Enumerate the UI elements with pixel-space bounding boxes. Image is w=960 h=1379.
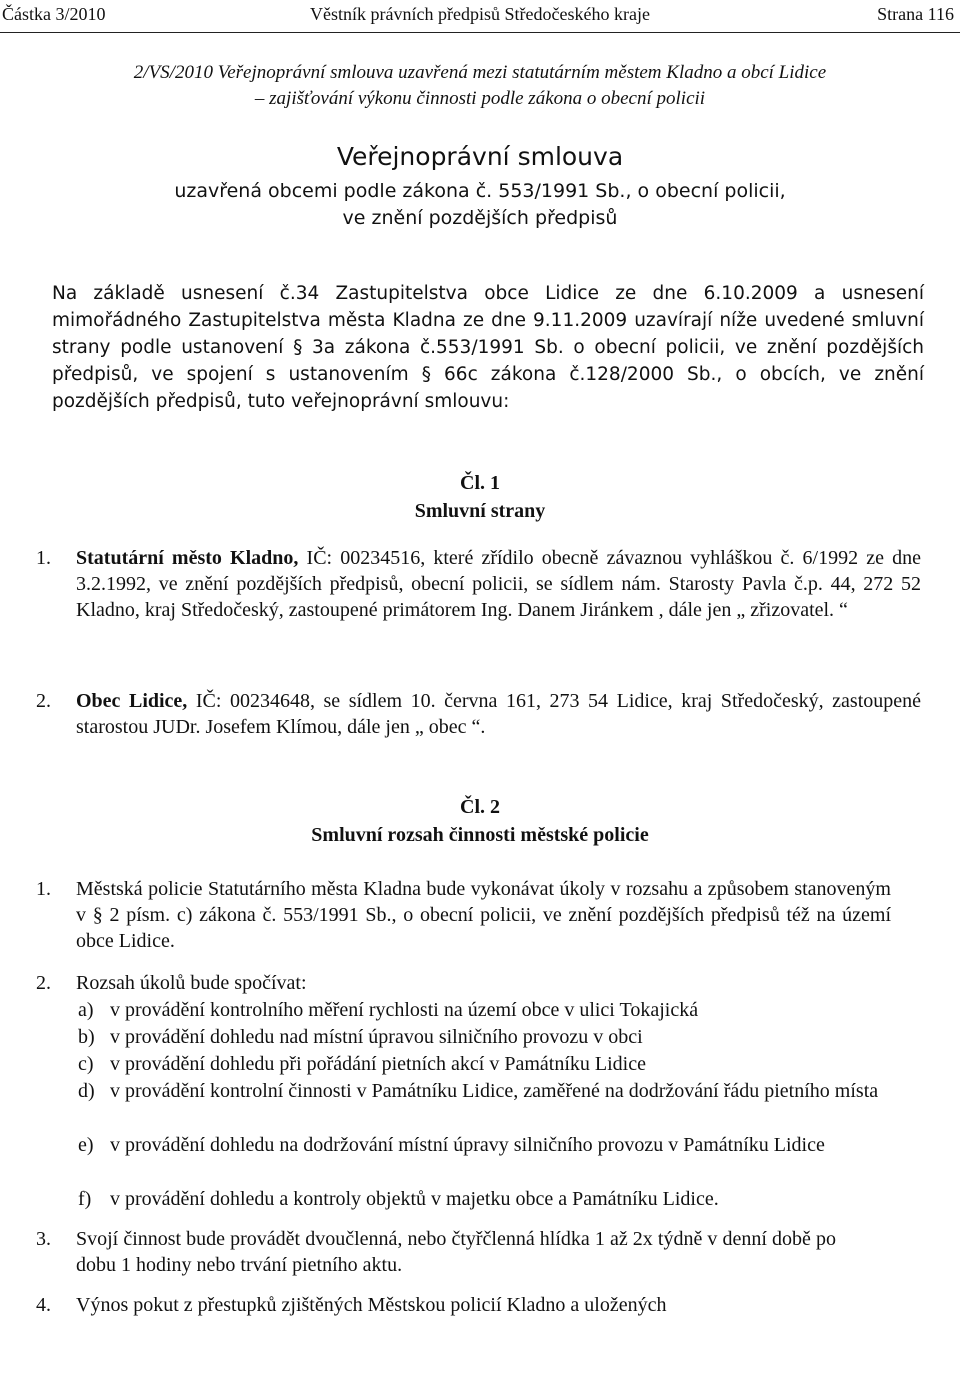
item-number: 1. <box>36 878 51 900</box>
doc-title-line1: 2/VS/2010 Veřejnoprávní smlouva uzavřená mezi statutárním městem Kladno a obcí Lidice <box>133 62 827 83</box>
subitem-letter: d) <box>78 1080 95 1102</box>
party-name: Statutární město Kladno, <box>76 547 299 569</box>
item-text <box>76 688 921 740</box>
item-text: Výnos pokut z přestupků zjištěných Městskou policií Kladno a uložených <box>76 1294 667 1316</box>
article1-title: Smluvní strany <box>414 500 546 522</box>
item-text: Rozsah úkolů bude spočívat: <box>76 972 307 994</box>
article2-item-4 <box>0 1292 960 1320</box>
party-details: 00234516, které zřídilo obecně závaznou vyhláškou č. 6/1992 ze dne 3.2.1992, ve znění pozdějších předpisů, obecní policii, se sídlem nám. Starosty Pavla č.p. 44, 272 52 Kladno, kraj Středočeský, zastoupené primátorem Ing. Danem Jiránkem , dále jen „ zřizovatel. “ <box>76 547 922 621</box>
ic-label: IČ: <box>195 690 222 712</box>
subitem-a <box>0 997 960 1025</box>
article2-item-3 <box>0 1226 960 1282</box>
article1-item-2 <box>0 688 960 744</box>
article1-item-1 <box>0 545 960 655</box>
header-page-number: Strana 116 <box>877 4 954 24</box>
subitem-b <box>0 1024 960 1052</box>
header-journal: Věstník právních předpisů Středočeského kraje <box>310 4 650 24</box>
item-text: Svojí činnost bude provádět dvoučlenná, nebo čtyřčlenná hlídka 1 až 2x týdně v denní době po dobu 1 hodiny nebo trvání pietního aktu. <box>76 1228 836 1276</box>
party-details: 00234648, se sídlem 10. června 161, 273 54 Lidice, kraj Středočeský, zastoupené starostou JUDr. Josefem Klímou, dále jen „ obec “. <box>76 690 922 738</box>
subitem-c <box>0 1051 960 1079</box>
subitem-text: v provádění dohledu nad místní úpravou silničního provozu v obci <box>110 1026 643 1048</box>
subitem-text: v provádění kontrolní činnosti v Památníku Lidice, zaměřené na dodržování řádu pietního místa <box>110 1080 879 1102</box>
header-issue: Částka 3/2010 <box>2 4 106 24</box>
article2-item-2 <box>0 970 960 998</box>
subitem-letter: f) <box>78 1188 92 1210</box>
subitem-text: v provádění dohledu při pořádání pietních akcí v Památníku Lidice <box>110 1053 646 1075</box>
page-header <box>0 4 960 30</box>
subitem-letter: b) <box>78 1026 95 1048</box>
subitem-e <box>0 1132 960 1188</box>
article2-number: Čl. 2 <box>460 796 500 818</box>
item-text <box>76 545 921 623</box>
item-number: 2. <box>36 972 51 994</box>
subitem-letter: c) <box>78 1053 94 1075</box>
subitem-text: v provádění dohledu na dodržování místní úpravy silničního provozu v Památníku Lidice <box>110 1134 825 1156</box>
subitem-f <box>0 1186 960 1214</box>
item-number: 4. <box>36 1294 51 1316</box>
item-number: 3. <box>36 1228 51 1250</box>
subitem-d <box>0 1078 960 1134</box>
item-text: Městská policie Statutárního města Kladna bude vykonávat úkoly v rozsahu a způsobem stanoveným v § 2 písm. c) zákona č. 553/1991 Sb., o obecní policii, ve znění pozdějších předpisů též na území obce Lidice. <box>76 878 891 952</box>
contract-title: Veřejnoprávní smlouva <box>336 142 624 171</box>
doc-title-line2: – zajišťování výkonu činnosti podle zákona o obecní policii <box>254 88 706 109</box>
subitem-letter: e) <box>78 1134 94 1156</box>
subitem-text: v provádění kontrolního měření rychlosti na území obce v ulici Tokajická <box>110 999 699 1021</box>
article1-number: Čl. 1 <box>460 472 500 494</box>
article2-item-1 <box>0 876 960 958</box>
subitem-letter: a) <box>78 999 94 1021</box>
contract-subtitle-2: ve znění pozdějších předpisů <box>342 207 618 229</box>
article2-title: Smluvní rozsah činnosti městské policie <box>311 824 649 846</box>
ic-label: IČ: <box>306 547 333 569</box>
subitem-text: v provádění dohledu a kontroly objektů v majetku obce a Památníku Lidice. <box>110 1188 719 1210</box>
item-number: 2. <box>36 690 51 712</box>
item-number: 1. <box>36 547 51 569</box>
contract-subtitle-1: uzavřená obcemi podle zákona č. 553/1991 Sb., o obecní policii, <box>174 180 786 202</box>
party-name: Obec Lidice, <box>76 690 188 712</box>
intro-paragraph: Na základě usnesení č.34 Zastupitelstva obce Lidice ze dne 6.10.2009 a usnesení mimořádného Zastupitelstva města Kladna ze dne 9.11.2009 uzavírají níže uvedené smluvní strany podle ustanovení § 3a zákona č.553/1991 Sb. o obecní policii, ve znění pozdějších předpisů, ve spojení s ustanovením § 66c zákona č.128/2000 Sb., o obcích, ve znění pozdějších předpisů, tuto veřejnoprávní smlouvu: <box>52 283 924 412</box>
header-rule <box>0 32 960 33</box>
